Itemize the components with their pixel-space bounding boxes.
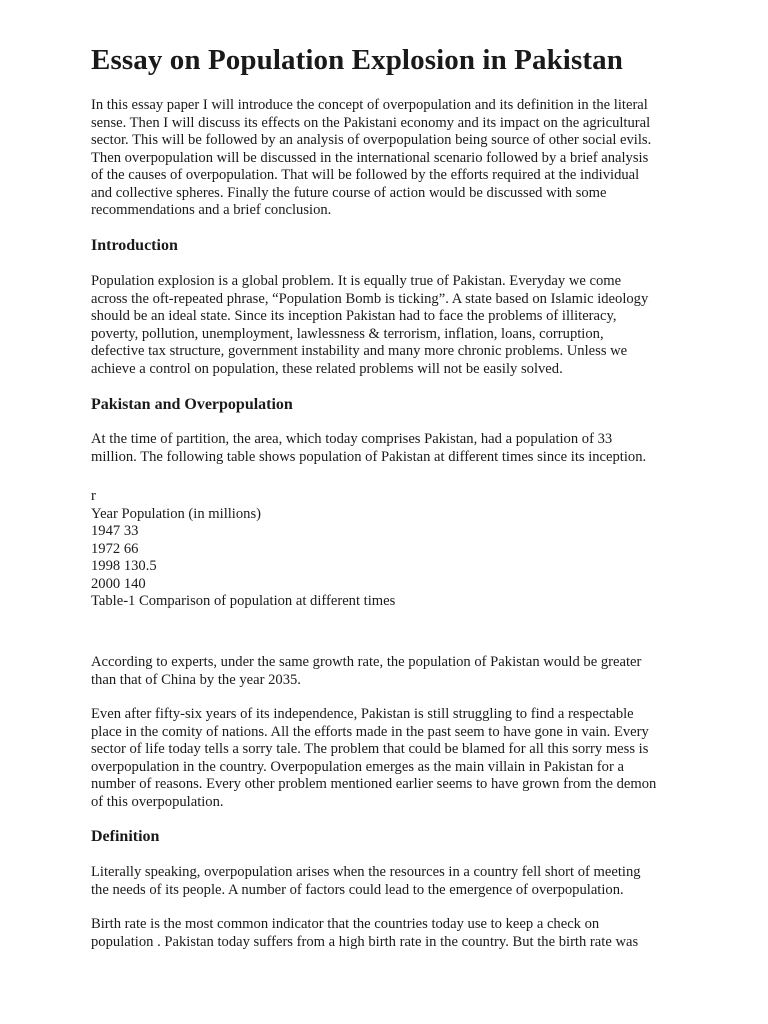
text-line: sense. Then I will discuss its effects on the Pakistani economy and its impact on the agricultural [91,114,651,131]
text-line: number of reasons. Every other problem mentioned earlier seems to have grown from the demon [91,776,657,793]
table-header: Year Population (in millions) [91,505,261,522]
text-line: sector. This will be followed by an analysis of overpopulation being source of other social evils. [91,132,652,149]
introduction-paragraph [91,273,691,378]
table-row: 2000 140 [91,575,146,592]
table-row: 1972 66 [91,540,139,557]
text-line: Literally speaking, overpopulation arises when the resources in a country fell short of meeting [91,864,641,880]
section-heading-introduction: Introduction [91,237,178,254]
text-line: At the time of partition, the area, which today comprises Pakistan, had a population of 33 [91,431,613,447]
text-line: the needs of its people. A number of factors could lead to the emergence of overpopulation. [91,881,624,898]
text-line: Then overpopulation will be discussed in the international scenario followed by a brief analysis [91,149,649,166]
section-heading-definition: Definition [91,828,160,845]
text-line: achieve a control on population, these related problems will not be easily solved. [91,360,563,377]
birth-rate-paragraph [91,916,691,951]
text-line: and collective spheres. Finally the future course of action would be discussed with some [91,184,607,201]
table-row: 1947 33 [91,523,139,540]
table-row: 1998 130.5 [91,558,157,575]
document-title: Essay on Population Explosion in Pakistan [91,44,623,76]
text-line: defective tax structure, government instability and many more chronic problems. Unless we [91,343,628,360]
text-line: of this overpopulation. [91,793,224,810]
text-line: should be an ideal state. Since its inception Pakistan had to face the problems of illiteracy, [91,308,617,325]
text-line: than that of China by the year 2035. [91,671,301,688]
text-line: of the causes of overpopulation. That will be followed by the efforts required at the individual [91,167,640,184]
text-line: million. The following table shows population of Pakistan at different times since its inception. [91,448,647,465]
section-heading-overpopulation: Pakistan and Overpopulation [91,396,293,413]
text-line: Birth rate is the most common indicator that the countries today use to keep a check on [91,916,600,932]
population-table [91,488,395,611]
independence-paragraph [91,706,691,811]
text-line: According to experts, under the same growth rate, the population of Pakistan would be greater [91,654,642,670]
overpopulation-paragraph [91,431,691,466]
text-line: recommendations and a brief conclusion. [91,202,332,219]
text-line: sector of life today tells a sorry tale. The problem that could be blamed for all this sorry mess is [91,741,649,758]
text-line: place in the comity of nations. All the efforts made in the past seem to have gone in vain. Every [91,723,649,740]
definition-paragraph [91,864,691,899]
text-line: across the oft-repeated phrase, “Population Bomb is ticking”. A state based on Islamic ideology [91,290,649,307]
text-line: overpopulation in the country. Overpopulation emerges as the main villain in Pakistan for a [91,758,624,775]
projection-paragraph [91,654,691,689]
table-stray-char: r [91,488,96,504]
table-caption: Table-1 Comparison of population at different times [91,593,396,610]
text-line: Even after fifty-six years of its independence, Pakistan is still struggling to find a respectable [91,706,634,722]
text-line: In this essay paper I will introduce the concept of overpopulation and its definition in the literal [91,97,648,113]
text-line: population . Pakistan today suffers from a high birth rate in the country. But the birth rate was [91,933,639,950]
text-line: Population explosion is a global problem. It is equally true of Pakistan. Everyday we come [91,273,622,289]
intro-paragraph [91,97,691,220]
text-line: poverty, pollution, unemployment, lawlessness & terrorism, inflation, loans, corruption, [91,325,604,342]
